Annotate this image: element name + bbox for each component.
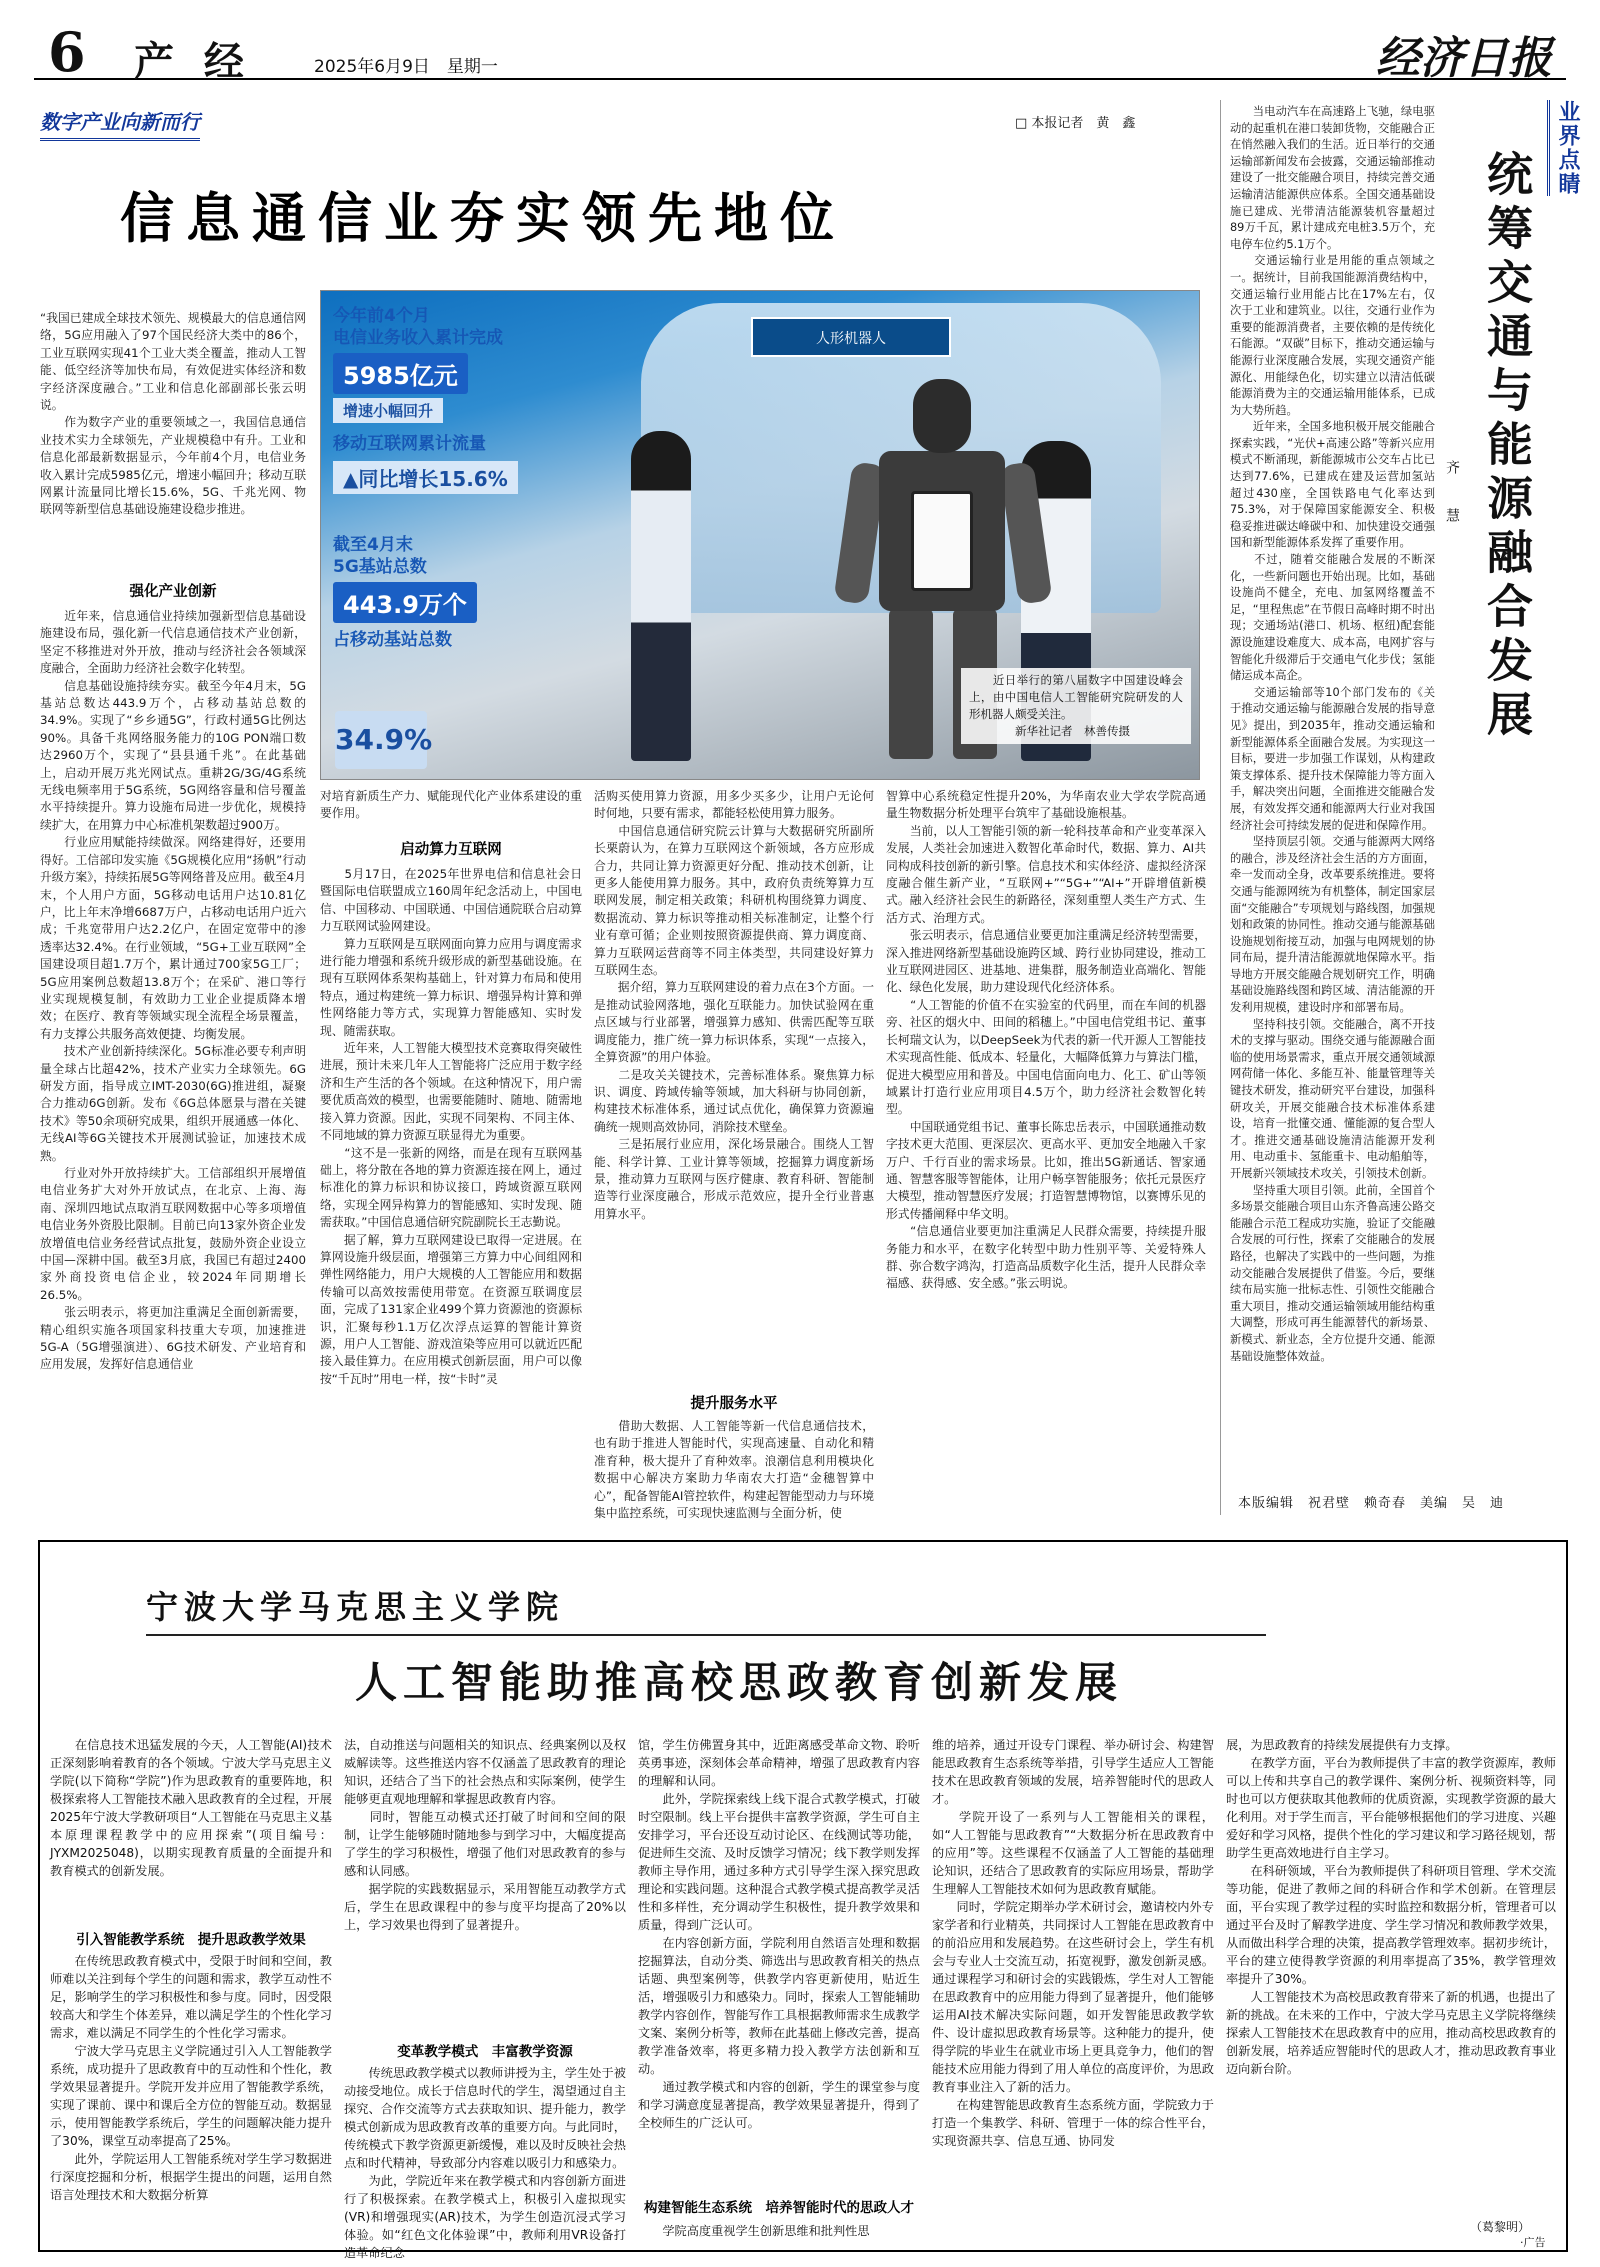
robot-head xyxy=(913,379,971,453)
percentage-badge: 34.9% xyxy=(335,711,427,769)
commentary-tag: 业界点睛 xyxy=(1547,100,1583,196)
info-label: 今年前4个月 xyxy=(333,306,430,326)
infographic xyxy=(333,305,563,651)
advertorial-text: 馆，学生仿佛置身其中，近距离感受革命文物、聆听英勇事迹，深刻体会革命精神，增强了思政教育内容的理解和认同。 此外，学院探索线上线下混合式教学模式，打破时空限制。线上平台提供丰富教学资源，学生可自主安排学习，平台还设互动讨论区、在线测试等功能，促进师生交流、及时反馈学习情况；线下教学则发挥教师主导作用，通过多种方式引导学生深入探究思政理论和实践问题。这种混合式教学模式提高教学灵活性和多样性，充分调动学生积极性，提升教学效果和质量，得到广泛认可。 在内容创新方面，学院利用自然语言处理和数据挖掘算法，自动分类、筛选出与思政教育相关的热点话题、典型案例等，供教学内容更新使用，贴近生活，增强吸引力和感染力。同时，探索人工智能辅助教学内容创作，智能写作工具根据教师需求生成教学文案、案例分析等，教师在此基础上修改完善，提高教学准备效率，将更多精力投入教学方法创新和互动。 通过教学模式和内容的创新，学生的课堂参与度和学习满意度显著提高，教学效果显著提升，得到了全校师生的广泛认可。 xyxy=(638,1738,920,2130)
robot-leg xyxy=(889,609,933,759)
advertorial-headline: 人工智能助推高校思政教育创新发展 xyxy=(355,1658,1124,1707)
page-header xyxy=(34,14,1566,85)
commentary-title: 统筹交通与能源融合发展 xyxy=(1480,150,1534,744)
issue-date: 2025年6月9日 星期一 xyxy=(314,57,498,77)
advertorial-institution: 宁波大学马克思主义学院 xyxy=(146,1588,565,1626)
headline: 信息通信业夯实领先地位 xyxy=(120,186,846,250)
commentary-text: 当电动汽车在高速路上飞驰，绿电驱动的起重机在港口装卸货物，交能融合正在悄然融入我们的生活。近日举行的交通运输部新闻发布会披露，交通运输部推动建设了一批交能融合项目，持续完善交通运输清洁能源供应体系。全国交通基础设施已建成、光带清洁能源装机容量超过89万千瓦，累计建成充电桩3.5万个，充电停车位约5.1万个。 交通运输行业是用能的重点领域之一。据统计，目前我国能源消费结构中，交通运输行业用能占比在17%左右，仅次于工业和建筑业。以往，交通行业作为重要的能源消费者，主要依赖的是传统化石能源。“双碳”目标下，推动交通运输与能源行业深度融合发展，实现交通资产能源化、用能绿色化，切实建立以清洁低碳能源消费为主的交通运输用能体系，已成为大势所趋。 近年来，全国多地积极开展交能融合探索实践，“光伏+高速公路”等新兴应用模式不断涌现，新能源城市公交车占比已达到77.6%，已建成在建及运营加氢站超过430座，全国铁路电气化率达到75.3%，对于保障国家能源安全、积极稳妥推进碳达峰碳中和、加快建设交通强国和新型能源体系发挥了重要作用。 不过，随着交能融合发展的不断深化，一些新问题也开始出现。比如，基础设施尚不健全，充电、加氢网络覆盖不足，“里程焦虑”在节假日高峰时期不时出现；交通场站(港口、机场、枢纽)配套能源设施建设难度大、成本高，电网扩容与智能化升级滞后于交通电气化步伐；氢能储运成本高企。 交通运输部等10个部门发布的《关于推动交通运输与能源融合发展的指导意见》提出，到2035年，推动交通运输和新型能源体系全面融合发展。为实现这一目标，要进一步加强工作谋划，从构建政策支撑体系、提升技术保障能力等方面入手，解决突出问题，全面推进交能融合发展，有效发挥交通和能源两大行业对我国经济社会可持续发展的促进和保障作用。 坚持顶层引领。交通与能源两大网络的融合，涉及经济社会生活的方方面面，牵一发而动全身，改革要系统推进。要将交通与能源网统为有机整体，制定国家层面“交能融合”专项规划与路线图，加强规划和政策的协同性。推动交通与能源基础设施规划衔接互动，加强与电网规划的协同布局，提升清洁能源就地保障水平。指导地方开展交能融合规划研究工作，明确基础设施路线图和跨区域、清洁能源的开发利用规模，建设时序和部署布局。 坚持科技引领。交能融合，离不开技术的支撑与驱动。围绕交通与能源融合面临的使用场景需求，重点开展交通领域源网荷储一体化、多能互补、能量管理等关键技术研发，推动研究平台建设，加强科研攻关，开展交能融合技术标准体系建设，培育一批懂交通、懂能源的复合型人才。推进交通基础设施清洁能源开发利用、电动重卡、氢能重卡、电动船舶等，开展新兴领域技术攻关，引领技术创新。 坚持重大项目引领。此前，全国首个多场景交能融合项目山东齐鲁高速公路交能融合示范工程成功实施，验证了交能融合发展的可行性，探索了交能融合的发展路径，也解决了实践中的一些问题，为推动交能融合发展提供了借鉴。今后，要继续布局实施一批标志性、引领性交能融合重大项目，推动交通运输领域用能结构重大调整，形成可再生能源替代的新场景、新模式、新业态，全方位提升交通、能源基础设施整体效益。 xyxy=(1230,105,1435,1363)
article-text: “我国已建成全球技术领先、规模最大的信息通信网络，5G应用融入了97个国民经济大类中的86个，工业互联网实现41个工业大类全覆盖，推动人工智能、低空经济等加快布局，有效促进实体经济和数字经济深度融合。”工业和信息化部副部长张云明说。 作为数字产业的重要领域之一，我国信息通信业技术实力全球领先，产业规模稳中有升。工业和信息化部最新数据显示，今年前4个月，电信业务收入累计完成5985亿元，增速小幅回升；移动互联网累计流量同比增长15.6%，5G、千兆光网、物联网等新型信息基础设施建设稳步推进。 xyxy=(40,311,306,517)
photo-caption: 近日举行的第八届数字中国建设峰会上，由中国电信人工智能研究院研发的人形机器人颇受关注。 新华社记者 林善传摄 xyxy=(961,668,1191,744)
article-text: 近年来，信息通信业持续加强新型信息基础设施建设布局，强化新一代信息通信技术产业创新，坚定不移推进对外开放，推动与经济社会各领域深度融合，全面助力经济社会数字化转型。 信息基础设施持续夯实。截至今年4月末，5G基站总数达443.9万个，占移动基站总数的34.9%。实现了“乡乡通5G”，行政村通5G比例达90%。具备千兆网络服务能力的10G PON端口数达2960万个，实现了“县县通千兆”。在此基础上，启动开展万兆光网试点。重耕2G/3G/4G系统无线电频率用于5G系统，5G网络容量和信号覆盖水平持续提升。算力设施布局进一步优化，规模持续扩大，在用算力中心标准机架数超过900万。 行业应用赋能持续做深。网络建得好，还要用得好。工信部印发实施《5G规模化应用“扬帆”行动升级方案》，持续拓展5G等网络普及应用。截至4月末，个人用户方面，5G移动电话用户达10.81亿户，比上年末净增6687万户，占移动电话用户近六成；千兆宽带用户达2.2亿户，在固定宽带中的渗透率达32.4%。在行业领域，“5G+工业互联网”全国建设项目超1.7万个，累计通过700家5G工厂；5G应用案例总数超13.8万个；在采矿、港口等行业实现规模复制，有效助力工业企业提质降本增效；在医疗、教育等领域实现全流程全场景覆盖，有力支撑公共服务高效便捷、均衡发展。 技术产业创新持续深化。5G标准必要专利声明量全球占比超42%，技术产业实力全球领先。6G研发方面，指导成立IMT-2030(6G)推进组，凝聚合力推动6G创新。发布《6G总体愿景与潜在关键技术》等50余项研究成果，组织开展通感一体化、无线AI等6G关键技术开展测试验证，加速技术成熟。 行业对外开放持续扩大。工信部组织开展增值电信业务扩大对外开放试点，在北京、上海、海南、深圳四地试点取消互联网数据中心等多项增值电信业务外资股比限制。目前已向13家外资企业发放增值电信业务经营试点批复，鼓励外资企业设立中国—深耕中国。截至3月底，我国已有超过2400家外商投资电信企业，较2024年同期增长26.5%。 张云明表示，将更加注重满足全面创新需要，精心组织实施各项国家科技重大专项，加速推进5G-A（5G增强演进）、6G技术研发、产业培育和应用发展，发挥好信息通信业 xyxy=(40,609,306,1372)
page-number: 6 xyxy=(48,20,86,84)
advertorial-text: 在传统思政教育模式中，受限于时间和空间，教师难以关注到每个学生的问题和需求，教学互动性不足，影响学生的学习积极性和参与度。同时，因受限较高大和学生个体差异，难以满足学生的个性化学习需求，难以满足不同学生的个性化学习需求。 宁波大学马克思主义学院通过引入人工智能教学系统，成功提升了思政教育中的互动性和个性化，教学效果显著提升。学院开发并应用了智能教学系统，实现了课前、课中和课后全方位的智能互动。数据显示，使用智能教学系统后，学生的问题解决能力提升了30%，课堂互动率提高了25%。 此外，学院运用人工智能系统对学生学习数据进行深度挖掘和分析，根据学生提出的问题，运用自然语言处理技术和大数据分析算 xyxy=(50,1954,332,2202)
advertorial-text: 维的培养，通过开设专门课程、举办研讨会、构建智能思政教育生态系统等举措，引导学生适应人工智能技术在思政教育领域的发展，培养智能时代的思政人才。 学院开设了一系列与人工智能相关的课程，如“人工智能与思政教育”“大数据分析在思政教育中的应用”等。这些课程不仅涵盖了人工智能的基础理论知识，还结合了思政教育的实际应用场景，帮助学生理解人工智能技术如何为思政教育赋能。 同时，学院定期举办学术研讨会，邀请校内外专家学者和行业精英，共同探讨人工智能在思政教育中的前沿应用和发展趋势。在这些研讨会上，学生有机会与专业人士交流互动，拓宽视野，激发创新灵感。通过课程学习和研讨会的实践锻炼，学生对人工智能在思政教育中的应用能力得到了显著提升，他们能够运用AI技术解决实际问题，如开发智能思政教学软件、设计虚拟思政教育场景等。这种能力的提升，使得学院的毕业生在就业市场上更具竞争力，他们的智能技术应用能力得到了用人单位的高度评价，为思政教育事业注入了新的活力。 在构建智能思政教育生态系统方面，学院致力于打造一个集教学、科研、管理于一体的综合性平台，实现资源共享、信息互通、协同发 xyxy=(932,1738,1214,2148)
advertorial-text: 学院高度重视学生创新思维和批判性思 xyxy=(638,2224,870,2238)
subheading: 启动算力互联网 xyxy=(400,842,502,858)
advertorial-text: 传统思政教学模式以教师讲授为主，学生处于被动接受地位。成长于信息时代的学生，渴望通过自主探究、合作交流等方式去获取知识、提升能力，教学模式创新成为思政教育改革的重要方向。与此同时，传统模式下教学资源更新缓慢，难以及时反映社会热点和时代精神，导致部分内容难以吸引力和感染力。 为此，学院近年来在教学模式和内容创新方面进行了积极探索。在教学模式上，积极引入虚拟现实(VR)和增强现实(AR)技术，为学生创造沉浸式学习体验。如“红色文化体验课”中，教师利用VR设备打造革命纪念 xyxy=(344,2066,626,2260)
info-label: 截至4月末 xyxy=(333,535,413,555)
info-label: 电信业务收入累计完成 xyxy=(333,328,503,348)
news-photo xyxy=(320,290,1200,780)
info-label: 移动互联网累计流量 xyxy=(333,434,486,454)
newspaper-logo: 经济日报 xyxy=(1376,33,1552,84)
column-kicker: 数字产业向新而行 xyxy=(40,106,200,141)
subheading: 强化产业创新 xyxy=(129,584,217,600)
advertorial-tag: ·广告 xyxy=(1520,2236,1546,2249)
info-label: 5G基站总数 xyxy=(333,557,427,577)
advertorial-signature: （葛黎明） xyxy=(1470,2220,1531,2234)
article-text: 对培育新质生产力、赋能现代化产业体系建设的重要作用。 xyxy=(320,789,582,821)
article-text: 智算中心系统稳定性提升20%，为华南农业大学农学院高通量生物数据分析处理平台筑牢了基础设施根基。 当前，以人工智能引领的新一轮科技革命和产业变革深入发展，人类社会加速进入数智化革命时代，数据、算力、AI共同构成科技创新的新引擎。信息技术和实体经济、虚拟经济深度融合催生新产业，“互联网+”“5G+”“AI+”开辟增值新模式。融入经济社会民生的新路径，深刻重塑人类生产方式、生活方式、治理方式。 张云明表示，信息通信业要更加注重满足经济转型需要，深入推进网络新型基础设施跨区域、跨行业协同建设，推动工业互联网进园区、进基地、进集群，服务制造业高端化、智能化、绿色化发展，助力建设现代化经济体系。 “人工智能的价值不在实验室的代码里，而在车间的机器旁、社区的烟火中、田间的稻穗上。”中国电信党组书记、董事长柯瑞文认为，以DeepSeek为代表的新一代开源人工智能技术实现高性能、低成本、轻量化，大幅降低算力与算法门槛，促进大模型应用和普及。中国电信面向电力、化工、矿山等领域累计打造行业应用项目4.5万个，助力经济社会数智化转型。 中国联通党组书记、董事长陈忠岳表示，中国联通推动数字技术更大范围、更深层次、更高水平、更加安全地融入千家万户、千行百业的需求场景。比如，推出5G新通话、智家通通、智慧客服等智能体，让用户畅享智能服务；依托元景医疗大模型，推动智慧医疗发展；打造智慧博物馆，以赛博乐见的形式传播阐释中华文明。 “信息通信业要更加注重满足人民群众需要，持续提升服务能力和水平，在数字化转型中助力性别平等、关爱特殊人群、弥合数字鸿沟，打造高品质数字化生活，提升人民群众幸福感、获得感、安全感。”张云明说。 xyxy=(886,789,1206,1291)
column-divider xyxy=(1220,100,1221,1515)
article-text: 5月17日，在2025年世界电信和信息社会日暨国际电信联盟成立160周年纪念活动上，中国电信、中国移动、中国联通、中国信通院联合启动算力互联网试验网建设。 算力互联网是互联网面向算力应用与调度需求进行能力增强和系统升级形成的新型基础设施。在现有互联网体系架构基础上，针对算力布局和使用特点，通过构建统一算力标识、增强异构计算和弹性网络能力等方式，实现算力智能感知、实时发现、随需获取。 近年来，人工智能大模型技术竞赛取得突破性进展，预计未来几年人工智能将广泛应用于数字经济和生产生活的各个领域。在这种情况下，用户需要优质高效的模型，也需要能随时、随地、随需地接入算力资源。因此，实现不同架构、不同主体、不同地域的算力资源互联显得尤为重要。 “这不是一张新的网络，而是在现有互联网基础上，将分散在各地的算力资源连接在网上，通过标准化的算力标识和协议接口，跨域资源互联网络，实现全网异构算力的智能感知、实时发现、随需获取。”中国信息通信研究院副院长王志勤说。 据了解，算力互联网建设已取得一定进展。在算网设施升级层面，增强第三方算力中心间组网和弹性网络能力，用户大规模的人工智能应用和数据传输可以高效按需使用带宽。在资源互联调度层面，完成了131家企业499个算力资源池的资源标识，汇聚每秒1.1万亿次浮点运算的智能计算资源，用户人工智能、游戏渲染等应用可以就近匹配接入最佳算力。在应用模式创新层面，用户可以像按“千瓦时”用电一样，按“卡时”灵 xyxy=(320,867,582,1386)
article-text: 活购买使用算力资源，用多少买多少，让用户无论何时何地，只要有需求，都能轻松使用算力服务。 中国信息通信研究院云计算与大数据研究所副所长栗蔚认为，在算力互联网这个新领域，各方应形成合力，共同让算力资源更好分配、推动技术创新，让更多人能使用算力服务。其中，政府负责统筹算力互联网发展，制定相关政策；科研机构围绕算力调度、数据流动、算力标识等推动相关标准制定，让整个行业有章可循；企业则按照资源提供商、算力调度商、算力互联网运营商等不同主体类型，共同建设好算力互联网生态。 据介绍，算力互联网建设的着力点在3个方面。一是推动试验网落地，强化互联能力。加快试验网在重点区域与行业部署，增强算力感知、供需匹配等互联调度能力，推广统一算力标识体系，实现“一点接入，全算资源”的用户体验。 二是攻关关键技术，完善标准体系。聚焦算力标识、调度、跨域传输等领域，加大科研与协同创新，构建技术标准体系，通过试点优化，确保算力资源遍确统一规则高效协同，消除技术壁垒。 三是拓展行业应用，深化场景融合。围绕人工智能、科学计算、工业计算等领域，挖掘算力调度新场景，推动算力互联网与医疗健康、教育科研、智能制造等行业深度融合，形成示范效应，提升全行业普惠用算水平。 xyxy=(594,789,874,1221)
article-text: 借助大数据、人工智能等新一代信息通信技术，也有助于推进人智能时代，实现高速量、自动化和精准育种，极大提升了育种效率。浪潮信息利用模块化数据中心解决方案助力华南农大打造“金穗智算中心”，配备智能AI管控软件，构建起智能型动力与环境集中监控系统，可实现快速监测与全面分析，使 xyxy=(594,1419,874,1521)
commentary-author: 齐 慧 xyxy=(1444,460,1460,532)
info-value: 5985亿元 xyxy=(333,353,468,394)
advertorial-text: 在信息技术迅猛发展的今天，人工智能(AI)技术正深刻影响着教育的各个领域。宁波大学马克思主义学院(以下简称“学院”)作为思政教育的重要阵地，积极探索将人工智能技术融入思政教育的全过程，开展2025年宁波大学教研项目“人工智能在马克思主义基本原理课程教学中的应用探索”(项目编号：JYXM2025048)，以期实现教育质量的全面提升和教育模式的创新发展。 xyxy=(50,1738,332,1878)
info-value: ▲同比增长15.6% xyxy=(333,461,518,494)
subheading: 提升服务水平 xyxy=(690,1396,778,1412)
editor-credits: 本版编辑 祝君壁 赖奇春 美编 吴 迪 xyxy=(1238,1496,1505,1511)
info-label: 占移动基站总数 xyxy=(333,630,452,650)
subheading: 构建智能生态系统 培养智能时代的思政人才 xyxy=(644,2200,914,2216)
person-figure xyxy=(631,431,691,761)
info-value: 443.9万个 xyxy=(333,582,477,623)
section-name: 产 经 xyxy=(134,38,252,85)
advertorial-text: 展，为思政教育的持续发展提供有力支撑。 在教学方面，平台为教师提供了丰富的教学资源库，教师可以上传和共享自己的教学课件、案例分析、视频资料等，同时也可以方便获取其他教师的优质资源，实现教学资源的最大化利用。对于学生而言，平台能够根据他们的学习进度、兴趣爱好和学习风格，提供个性化的学习建议和学习路径规划，帮助学生更高效地进行自主学习。 在科研领域，平台为教师提供了科研项目管理、学术交流等功能，促进了教师之间的科研合作和学术创新。在管理层面，平台实现了教学过程的实时监控和数据分析，管理者可以通过平台及时了解教学进度、学生学习情况和教师教学效果，从而做出科学合理的决策，提高教学管理效率。据初步统计，平台的建立使得教学资源的利用率提高了35%，教学管理效率提升了30%。 人工智能技术为高校思政教育带来了新的机遇，也提出了新的挑战。在未来的工作中，宁波大学马克思主义学院将继续探索人工智能技术在思政教育中的应用，推动高校思政教育的创新发展，培养适应智能时代的思政人才，推动思政教育事业迈向新台阶。 xyxy=(1226,1738,1556,2076)
subheading: 变革教学模式 丰富教学资源 xyxy=(397,2044,573,2060)
info-note: 增速小幅回升 xyxy=(333,398,443,423)
exhibit-sign: 人形机器人 xyxy=(751,317,951,357)
advertorial-rule xyxy=(146,1634,1266,1636)
advertorial-text: 法，自动推送与问题相关的知识点、经典案例以及权威解读等。这些推送内容不仅涵盖了思政教育的理论知识，还结合了当下的社会热点和实际案例，使学生能够更直观地理解和掌握思政教育内容。 同时，智能互动模式还打破了时间和空间的限制，让学生能够随时随地参与到学习中，大幅度提高了学生的学习积极性，增强了他们对思政教育的参与感和认同感。 据学院的实践数据显示，采用智能互动教学方式后，学生在思政课程中的参与度平均提高了20%以上，学习效果也得到了显著提升。 xyxy=(344,1738,626,1932)
byline: □ 本报记者 黄 鑫 xyxy=(1015,116,1136,131)
robot-chest-panel xyxy=(911,491,973,591)
subheading: 引入智能教学系统 提升思政教学效果 xyxy=(76,1932,306,1948)
